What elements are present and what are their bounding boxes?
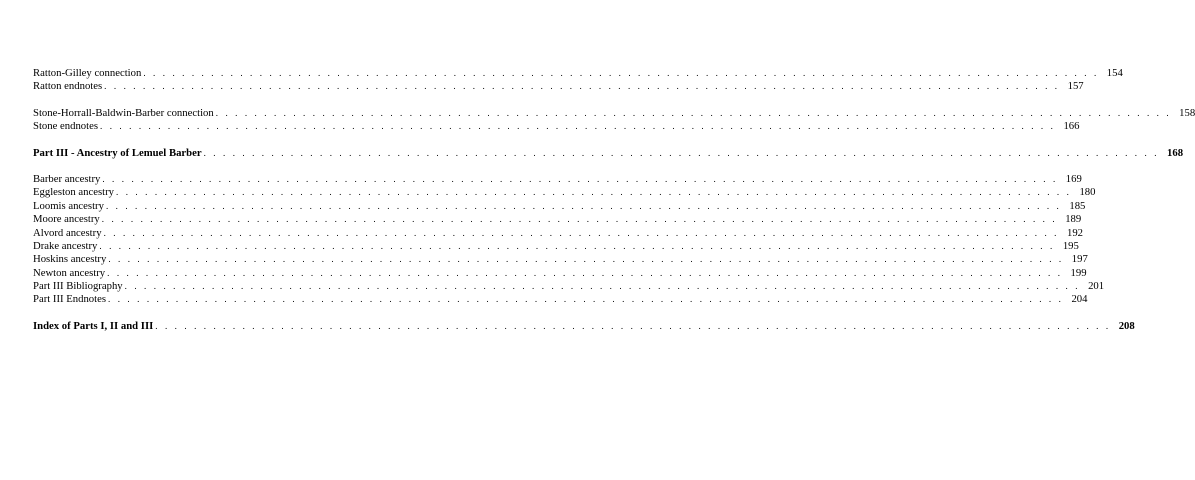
toc-entry-title: Ratton-Gilley connection	[33, 67, 142, 79]
toc-entry-title: Newton ancestry	[33, 266, 106, 279]
dot-leader: . . . . . . . . . . . . . . . . . . . . . . . . . . . . . . . . . . . . . . . . . . . . . . . . . . . . . . . . . . . . . . . . . . . . . . . . . . . . . . . . . . . . . . . . . . . . . . . . . . .	[108, 254, 1064, 265]
dot-leader: . . . . . . . . . . . . . . . . . . . . . . . . . . . . . . . . . . . . . . . . . . . . . . . . . . . . . . . . . . . . . . . . . . . . . . . . . . . . . . . . . . . . . . . . . . . . . . . . . . .	[107, 267, 1063, 278]
toc-entry	[33, 213, 1082, 226]
dot-leader: . . . . . . . . . . . . . . . . . . . . . . . . . . . . . . . . . . . . . . . . . . . . . . . . . . . . . . . . . . . . . . . . . . . . . . . . . . . . . . . . . . . . . . . . . . . . . . . . . . .	[105, 200, 1062, 211]
dot-leader: . . . . . . . . . . . . . . . . . . . . . . . . . . . . . . . . . . . . . . . . . . . . . . . . . . . . . . . . . . . . . . . . . . . . . . . . . . . . . . . . . . . . . . . . . . . . . . . . . . .	[108, 294, 1064, 305]
toc-entry-title: Eggleston ancestry	[33, 186, 115, 199]
dot-leader: . . . . . . . . . . . . . . . . . . . . . . . . . . . . . . . . . . . . . . . . . . . . . . . . . . . . . . . . . . . . . . . . . . . . . . . . . . . . . . . . . . . . . . . . . . . . . . . . . . .	[116, 187, 1072, 198]
dot-leader: . . . . . . . . . . . . . . . . . . . . . . . . . . . . . . . . . . . . . . . . . . . . . . . . . . . . . . . . . . . . . . . . . . . . . . . . . . . . . . . . . . . . . . . . . . . . . . . . . . .	[215, 107, 1172, 118]
toc-entry-title: Index of Parts I, II and III	[33, 319, 154, 332]
dot-leader: . . . . . . . . . . . . . . . . . . . . . . . . . . . . . . . . . . . . . . . . . . . . . . . . . . . . . . . . . . . . . . . . . . . . . . . . . . . . . . . . . . . . . . . . . . . . . . . . . . .	[124, 281, 1081, 292]
toc-entry-title: Stone-Horrall-Baldwin-Barber connection	[33, 106, 214, 119]
toc-entry	[33, 226, 1084, 240]
toc-group	[33, 67, 1123, 94]
toc-group	[33, 106, 1195, 134]
toc-entry-page-number: 166	[1063, 120, 1080, 133]
group-spacer	[33, 160, 447, 173]
toc-entry-title: Stone endnotes	[33, 120, 99, 133]
toc-entry-title: Moore ancestry	[33, 213, 100, 226]
toc-entry	[33, 253, 1088, 266]
toc-entry-title: Part III Endnotes	[33, 293, 107, 306]
toc-entry-title: Alvord ancestry	[33, 226, 102, 239]
toc-entry	[33, 319, 1135, 333]
toc-entry-title: Part III Bibliography	[33, 280, 123, 293]
toc-entry-title: Ratton endnotes	[33, 80, 103, 93]
toc-entry-page-number: 157	[1067, 80, 1084, 93]
dot-leader: . . . . . . . . . . . . . . . . . . . . . . . . . . . . . . . . . . . . . . . . . . . . . . . . . . . . . . . . . . . . . . . . . . . . . . . . . . . . . . . . . . . . . . . . . . . . . . . . . . .	[143, 68, 1099, 78]
toc-entry-page-number: 185	[1069, 199, 1086, 212]
toc-entry-page-number: 168	[1167, 146, 1184, 159]
toc-entry-page-number: 154	[1106, 67, 1123, 79]
toc-entry	[33, 239, 1079, 253]
toc-entry-page-number: 204	[1071, 293, 1088, 306]
toc-entry-title: Hoskins ancestry	[33, 253, 107, 266]
toc-entry-page-number: 199	[1070, 266, 1087, 279]
toc-entry-page-number: 197	[1071, 253, 1088, 266]
dot-leader: . . . . . . . . . . . . . . . . . . . . . . . . . . . . . . . . . . . . . . . . . . . . . . . . . . . . . . . . . . . . . . . . . . . . . . . . . . . . . . . . . . . . . . . . . . . . . . . . . . .	[203, 147, 1160, 158]
toc-entry	[33, 146, 1184, 160]
toc-entry	[33, 199, 1086, 213]
toc-entry-page-number: 195	[1062, 239, 1079, 252]
dot-leader: . . . . . . . . . . . . . . . . . . . . . . . . . . . . . . . . . . . . . . . . . . . . . . . . . . . . . . . . . . . . . . . . . . . . . . . . . . . . . . . . . . . . . . . . . . . . . . . . . . .	[103, 227, 1060, 238]
toc-entry-page-number: 180	[1079, 186, 1096, 199]
toc-entry-title: Barber ancestry	[33, 172, 101, 185]
dot-leader: . . . . . . . . . . . . . . . . . . . . . . . . . . . . . . . . . . . . . . . . . . . . . . . . . . . . . . . . . . . . . . . . . . . . . . . . . . . . . . . . . . . . . . . . . . . . . . . . . . .	[101, 214, 1058, 225]
group-spacer	[33, 94, 447, 107]
toc-entry	[33, 106, 1195, 120]
toc-entry	[33, 172, 1082, 186]
dot-leader: . . . . . . . . . . . . . . . . . . . . . . . . . . . . . . . . . . . . . . . . . . . . . . . . . . . . . . . . . . . . . . . . . . . . . . . . . . . . . . . . . . . . . . . . . . . . . . . . . . .	[100, 121, 1056, 132]
toc-entry-page-number: 189	[1065, 213, 1082, 226]
toc-group	[33, 146, 1184, 160]
dot-leader: . . . . . . . . . . . . . . . . . . . . . . . . . . . . . . . . . . . . . . . . . . . . . . . . . . . . . . . . . . . . . . . . . . . . . . . . . . . . . . . . . . . . . . . . . . . . . . . . . . .	[99, 240, 1055, 251]
toc-entry	[33, 280, 1105, 293]
toc-entry	[33, 186, 1096, 199]
toc-entry	[33, 120, 1080, 133]
group-spacer	[33, 307, 447, 320]
toc-entry-page-number: 201	[1088, 280, 1105, 293]
toc-group	[33, 319, 1135, 333]
toc-entry	[33, 266, 1087, 280]
toc-entry	[33, 293, 1088, 306]
toc-entry-page-number: 158	[1179, 106, 1195, 119]
group-spacer	[33, 134, 447, 147]
toc-entry-title: Part III - Ancestry of Lemuel Barber	[33, 146, 202, 159]
toc-entry	[33, 67, 1123, 80]
dot-leader: . . . . . . . . . . . . . . . . . . . . . . . . . . . . . . . . . . . . . . . . . . . . . . . . . . . . . . . . . . . . . . . . . . . . . . . . . . . . . . . . . . . . . . . . . . . . . . . . . . .	[102, 173, 1058, 184]
dot-leader: . . . . . . . . . . . . . . . . . . . . . . . . . . . . . . . . . . . . . . . . . . . . . . . . . . . . . . . . . . . . . . . . . . . . . . . . . . . . . . . . . . . . . . . . . . . . . . . . . . .	[155, 320, 1111, 331]
toc-entry-page-number: 169	[1065, 172, 1082, 185]
dot-leader: . . . . . . . . . . . . . . . . . . . . . . . . . . . . . . . . . . . . . . . . . . . . . . . . . . . . . . . . . . . . . . . . . . . . . . . . . . . . . . . . . . . . . . . . . . . . . . . . . . .	[104, 81, 1060, 92]
toc-entry-page-number: 192	[1066, 226, 1084, 239]
toc-entry	[33, 80, 1084, 93]
toc-group	[33, 172, 1105, 307]
toc-entry-title: Loomis ancestry	[33, 199, 104, 212]
toc-entry-page-number: 208	[1118, 319, 1135, 332]
toc-entry-title: Drake ancestry	[33, 239, 98, 252]
table-of-contents	[33, 67, 1195, 333]
